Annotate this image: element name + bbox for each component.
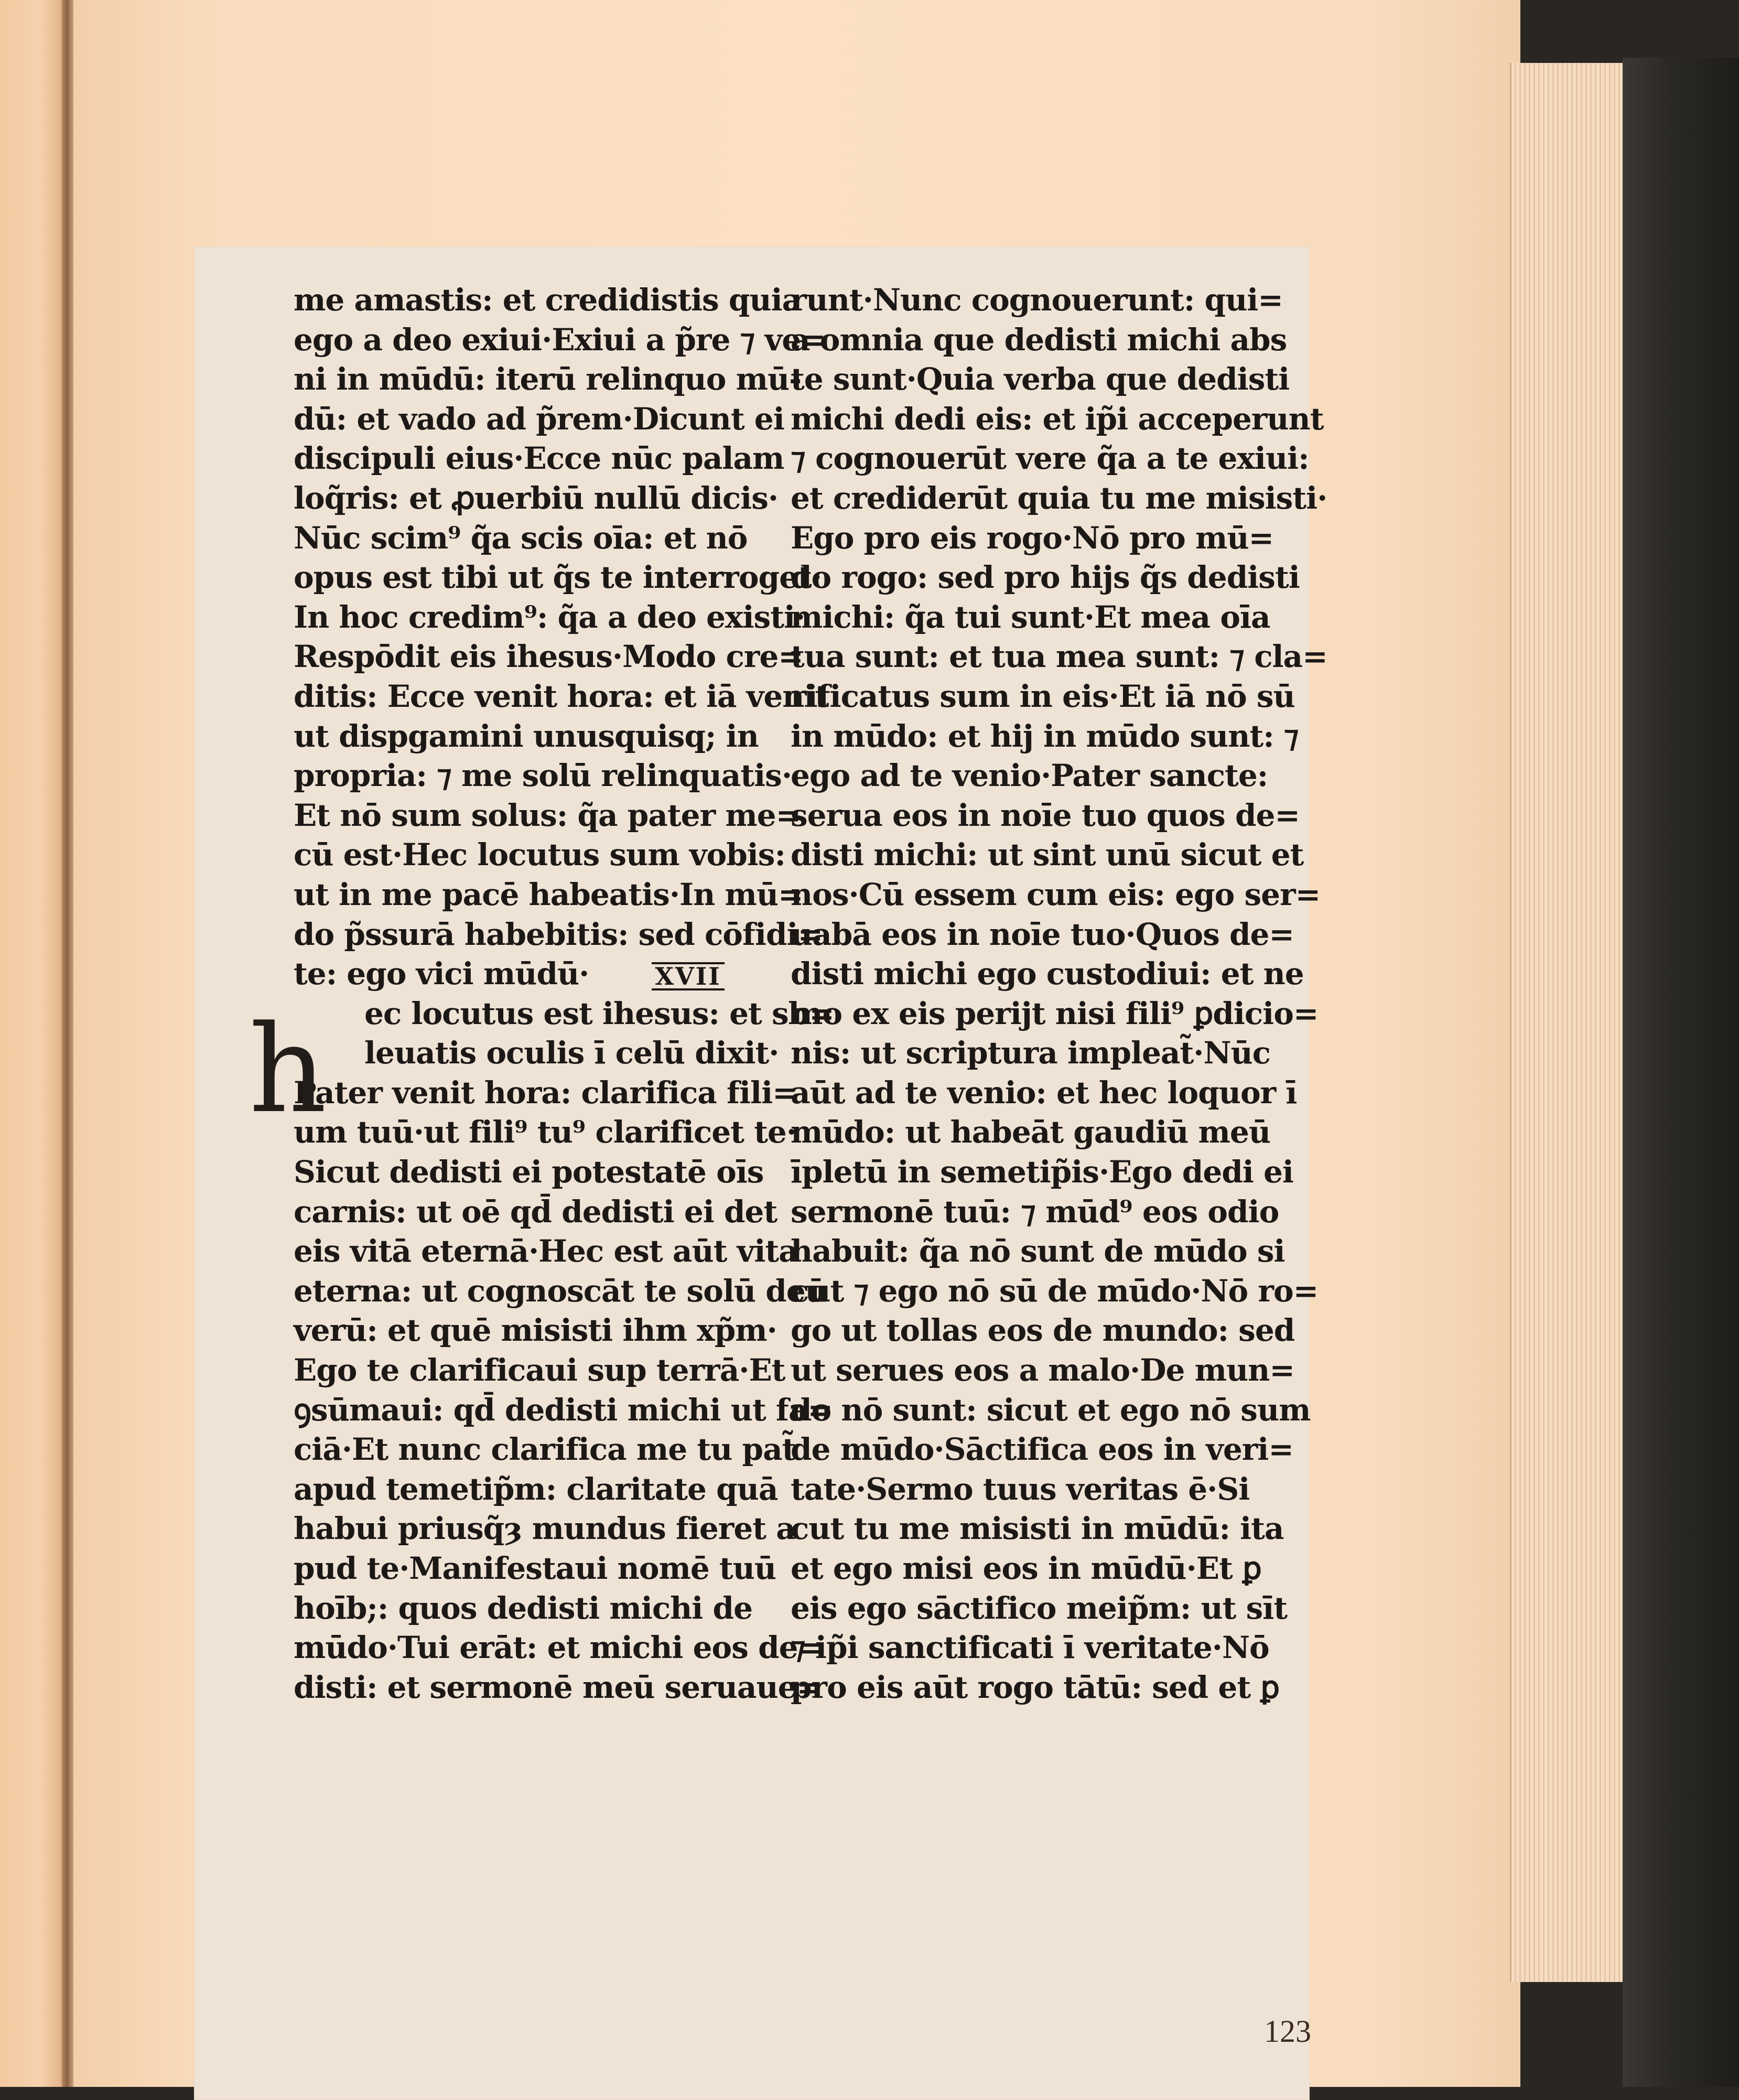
text-line: runt·Nunc cognouerunt: qui= [791,282,1283,318]
drop-initial: h [249,999,327,1140]
chapter-marker: XVII [652,962,724,990]
book-cover [1623,58,1739,2087]
text-line: aūt ad te venio: et hec loquor ī [791,1074,1297,1111]
text-line: de mūdo·Sāctifica eos in veri= [791,1431,1293,1468]
left-text-column [249,281,834,1707]
text-line: Respōdit eis ihesus·Modo cre= [294,639,803,675]
text-line: apud temetip̃m: claritate quā [294,1471,778,1507]
text-line: disti: et sermonē meū seruaue= [294,1669,822,1705]
text-line: a omnia que dedisti michi abs [791,321,1287,358]
text-line: tua sunt: et tua mea sunt: ⁊ cla= [791,639,1327,675]
text-line: do nō sunt: sicut et ego nō sum [791,1392,1311,1428]
book-gutter [62,0,73,2087]
text-line: habuit: q̃a nō sunt de mūdo si [791,1233,1285,1269]
text-line: Ego te clarificaui sup terrā·Et [294,1352,785,1388]
text-line: Nūc scim⁹ q̃a scis oīa: et nō [294,520,748,556]
text-line: eis ego sāctifico meip̃m: ut sīt [791,1590,1288,1626]
text-line: te sunt·Quia verba que dedisti [791,361,1290,397]
text-line: me amastis: et credidistis quia [294,282,802,318]
text-line: loq̃ris: et ꝓuerbiū nullū dicis· [294,480,779,516]
text-line: cut tu me misisti in mūdū: ita [791,1511,1284,1547]
text-line: verū: et quē misisti ihm xp̃m· [294,1312,777,1349]
text-line: um tuū·ut fili⁹ tu⁹ clarificet te· [294,1114,796,1150]
text-line: īpletū in semetip̃is·Ego dedi ei [791,1154,1293,1190]
text-line: propria: ⁊ me solū relinquatis· [294,758,792,794]
text-line: Sicut dedisti ei potestatē oīs [294,1154,764,1190]
text-line: ⁊ cognouerūt vere q̃a a te exiui: [791,440,1309,477]
text-line: nos·Cū essem cum eis: ego ser= [791,876,1321,912]
text-line: et crediderūt quia tu me misisti· [791,480,1327,516]
text-line: nis: ut scriptura impleat̃·Nūc [791,1035,1270,1071]
text-line: ꝯsūmaui: qd̄ dedisti michi ut fa= [294,1392,833,1428]
text-line: disti michi ego custodiui: et ne [791,956,1304,992]
text-line: In hoc credim⁹: q̃a a deo existi· [294,599,805,635]
text-line: opus est tibi ut q̃s te interroget· [294,559,822,596]
text-line: eis vitā eternā·Hec est aūt vita [294,1233,798,1269]
text-line: sermonē tuū: ⁊ mūd⁹ eos odio [791,1193,1279,1230]
text-line-with-chapter [294,954,760,994]
right-text-column [791,281,1327,1707]
text-line: ditis: Ecce venit hora: et iā venit [294,678,829,714]
text-line: et ego misi eos in mūdū·Et ꝑ [791,1550,1261,1586]
text-line: mūdo·Tui erāt: et michi eos de= [294,1630,823,1666]
text-line: do p̃ssurā habebitis: sed cōfidi= [294,916,823,952]
text-line: leuatis oculis ī celū dixit· [364,1035,779,1071]
text-line: pro eis aūt rogo tātū: sed et ꝑ [791,1669,1280,1705]
text-line: Pater venit hora: clarifica fili= [294,1074,797,1111]
text-line: mūdo: ut habeāt gaudiū meū [791,1114,1270,1150]
text-line: ut serues eos a malo·De mun= [791,1352,1294,1388]
text-line: carnis: ut oē qd̄ dedisti ei det [294,1193,777,1230]
text-line: disti michi: ut sint unū sicut et [791,837,1304,873]
text-line: in mūdo: et hij in mūdo sunt: ⁊ [791,718,1299,754]
text-line: uabā eos in noīe tuo·Quos de= [791,916,1294,952]
text-line: eterna: ut cognoscāt te solū deū [294,1273,827,1309]
text-line: ⁊ ip̃i sanctificati ī veritate·Nō [791,1630,1269,1666]
text-line: pud te·Manifestaui nomē tuū [294,1550,776,1586]
text-line: do rogo: sed pro hijs q̃s dedisti [791,559,1300,596]
text-line: dū: et vado ad p̃rem·Dicunt ei [294,401,784,437]
text-line: te: ego vici mūdū· [294,956,589,992]
page-footer-number: 123 [1264,2014,1311,2049]
text-line: ut in me pacē habeatis·In mū= [294,876,803,912]
page-edges [1510,63,1624,1982]
text-line: michi dedi eis: et ip̃i acceperunt [791,401,1324,437]
text-line: hoīb;: quos dedisti michi de [294,1590,752,1626]
text-line: mo ex eis perijt nisi fili⁹ ꝑdicio= [791,995,1319,1031]
text-line: serua eos in noīe tuo quos de= [791,797,1300,833]
text-line: tate·Sermo tuus veritas ē·Si [791,1471,1250,1507]
text-line: discipuli eius·Ecce nūc palam [294,440,784,477]
text-line: cut ⁊ ego nō sū de mūdo·Nō ro= [791,1273,1319,1309]
text-line: Et nō sum solus: q̃a pater me= [294,797,801,833]
previous-page-edge [0,0,66,2087]
text-line: michi: q̃a tui sunt·Et mea oīa [791,599,1270,635]
text-line: go ut tollas eos de mundo: sed [791,1312,1295,1349]
text-line: ego a deo exiui·Exiui a p̃re ⁊ ve= [294,321,826,358]
text-line: Ego pro eis rogo·Nō pro mū= [791,520,1274,556]
text-line: ego ad te venio·Pater sancte: [791,758,1268,794]
text-line: ciā·Et nunc clarifica me tu pat̃ [294,1431,796,1468]
text-line: ut dispgamini unusquisq; in [294,718,759,754]
text-line: rificatus sum in eis·Et iā nō sū [791,678,1295,714]
text-line: ec locutus est ihesus: et sb= [364,995,834,1031]
text-line: cū est·Hec locutus sum vobis: [294,837,785,873]
text-line: habui priusq̃ȝ mundus fieret a [294,1511,795,1547]
text-line: ni in mūdū: iterū relinquo mū- [294,361,802,397]
